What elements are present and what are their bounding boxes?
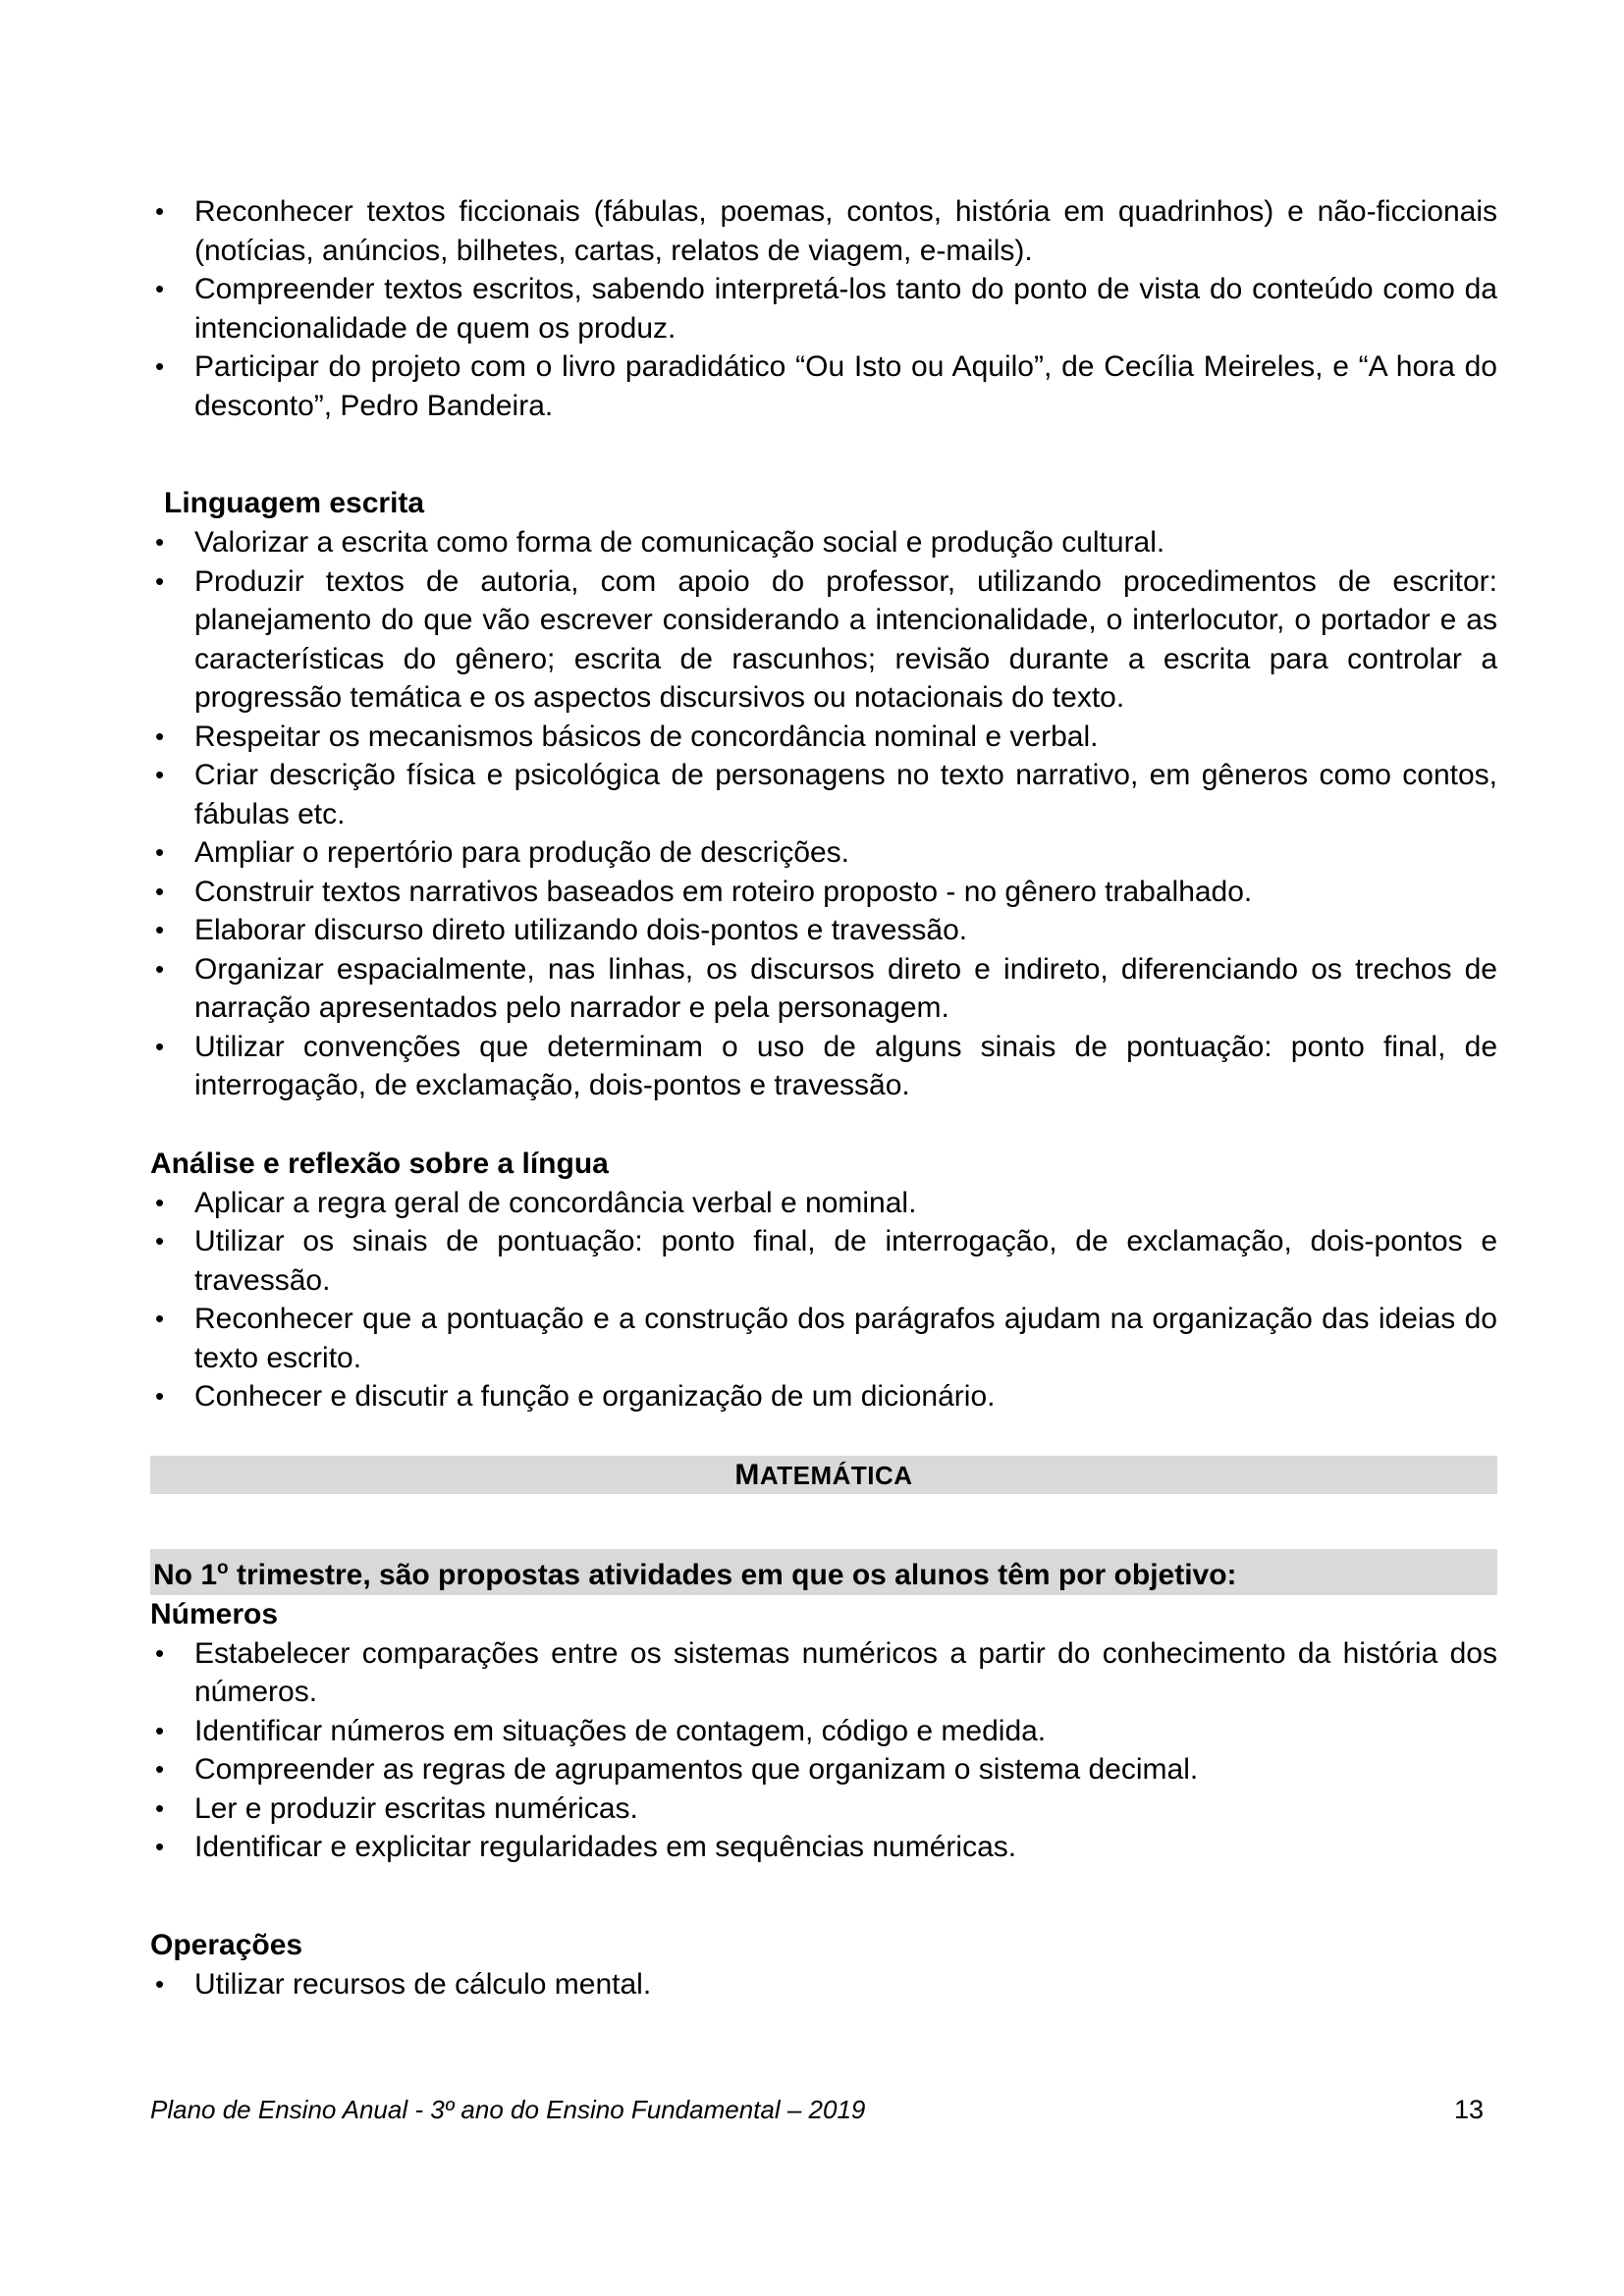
list-item — [150, 718, 1497, 757]
bullet-icon: • — [155, 1381, 165, 1411]
list-item-text: Compreender textos escritos, sabendo interpretá-los tanto do ponto de vista do conteúdo como da intencionalidade de quem os produz. — [194, 273, 1497, 345]
bullet-icon: • — [155, 1637, 165, 1668]
section-heading-operacoes: Operações — [150, 1928, 303, 1961]
list-item-text: Conhecer e discutir a função e organização de um dicionário. — [194, 1380, 996, 1413]
list-item — [150, 270, 1497, 347]
subject-title-initial: M — [734, 1458, 760, 1491]
bullet-icon: • — [155, 760, 165, 789]
list-item — [150, 1377, 1497, 1416]
list-item — [150, 1712, 1497, 1751]
list-item — [150, 950, 1497, 1028]
list-item — [150, 911, 1497, 950]
section-heading-linguagem-escrita: Linguagem escrita — [164, 487, 425, 519]
list-item-text: Elaborar discurso direto utilizando dois-pontos e travessão. — [194, 914, 968, 946]
bullet-icon: • — [155, 351, 165, 381]
linguagem-list — [150, 523, 1497, 1105]
list-item-text: Identificar números em situações de contagem, código e medida. — [194, 1714, 1047, 1747]
numeros-list — [150, 1634, 1497, 1867]
list-item — [150, 833, 1497, 873]
bullet-icon: • — [155, 837, 165, 867]
list-item-text: Aplicar a regra geral de concordância verbal e nominal. — [194, 1186, 917, 1219]
list-item-text: Ampliar o repertório para produção de descrições. — [194, 836, 850, 869]
bullet-icon: • — [155, 915, 165, 944]
bullet-icon: • — [155, 1031, 165, 1061]
objective-ordinal: o — [217, 1557, 229, 1578]
subject-title-bar — [150, 1456, 1497, 1494]
list-item — [150, 1789, 1497, 1829]
list-item — [150, 1028, 1497, 1105]
list-item-text: Identificar e explicitar regularidades em sequências numéricas. — [194, 1831, 1017, 1863]
list-item — [150, 1750, 1497, 1789]
footer-text: Plano de Ensino Anual - 3º ano do Ensino Fundamental – 2019 — [150, 2095, 866, 2124]
list-item — [150, 873, 1497, 912]
bullet-icon: • — [155, 274, 165, 303]
section-heading-analise: Análise e reflexão sobre a língua — [150, 1147, 609, 1180]
list-item-text: Reconhecer textos ficcionais (fábulas, poemas, contos, história em quadrinhos) e não-ficcionais (notícias, anúncios, bilhetes, cartas, relatos de viagem, e-mails). — [194, 195, 1497, 267]
bullet-icon: • — [155, 565, 165, 596]
bullet-icon: • — [155, 527, 165, 557]
list-item-text: Compreender as regras de agrupamentos que organizam o sistema decimal. — [194, 1753, 1199, 1786]
bullet-icon: • — [155, 1226, 165, 1255]
list-item-text: Ler e produzir escritas numéricas. — [194, 1791, 638, 1825]
bullet-icon: • — [155, 876, 165, 906]
page-content — [150, 192, 1497, 2003]
bullet-icon: • — [155, 1754, 165, 1784]
list-item — [150, 1222, 1497, 1300]
analise-list — [150, 1184, 1497, 1416]
bullet-icon: • — [155, 953, 165, 984]
page-footer — [150, 2095, 1484, 2125]
list-item-text: Criar descrição física e psicológica de personagens no texto narrativo, em gêneros como contos, fábulas etc. — [194, 759, 1497, 830]
list-item — [150, 347, 1497, 425]
list-item-text: Utilizar recursos de cálculo mental. — [194, 1967, 652, 2001]
bullet-icon: • — [155, 1832, 165, 1861]
list-item — [150, 562, 1497, 718]
list-item — [150, 192, 1497, 270]
intro-list — [150, 192, 1497, 425]
bullet-icon: • — [155, 1968, 165, 1999]
list-item — [150, 1828, 1497, 1867]
objective-bar — [150, 1549, 1497, 1595]
section-heading-numeros: Números — [150, 1597, 279, 1630]
bullet-icon: • — [155, 196, 165, 226]
list-item-text: Estabelecer comparações entre os sistemas numéricos a partir do conhecimento da história dos números. — [194, 1636, 1497, 1708]
page-number: 13 — [1453, 2095, 1484, 2124]
list-item-text: Respeitar os mecanismos básicos de concordância nominal e verbal. — [194, 720, 1099, 753]
list-item-text: Utilizar os sinais de pontuação: ponto final, de interrogação, de exclamação, dois-pontos e travessão. — [194, 1225, 1497, 1297]
bullet-icon: • — [155, 1792, 165, 1823]
list-item — [150, 756, 1497, 833]
list-item-text: Organizar espacialmente, nas linhas, os discursos direto e indireto, diferenciando os trechos de narração apresentados pelo narrador e pela personagem. — [194, 952, 1497, 1024]
bullet-icon: • — [155, 1304, 165, 1333]
list-item-text: Valorizar a escrita como forma de comunicação social e produção cultural. — [194, 526, 1165, 559]
bullet-icon: • — [155, 1715, 165, 1745]
objective-text-end: trimestre, são propostas atividades em que os alunos têm por objetivo: — [228, 1558, 1237, 1591]
operacoes-list — [150, 1965, 1497, 2004]
list-item — [150, 1965, 1497, 2004]
subject-title-rest: ATEMÁTICA — [759, 1460, 913, 1490]
list-item — [150, 523, 1497, 562]
list-item — [150, 1300, 1497, 1377]
list-item-text: Utilizar convenções que determinam o uso de alguns sinais de pontuação: ponto final, de interrogação, de exclamação, dois-pontos e travessão. — [194, 1030, 1497, 1101]
bullet-icon: • — [155, 721, 165, 751]
list-item-text: Reconhecer que a pontuação e a construção dos parágrafos ajudam na organização das ideias do texto escrito. — [194, 1303, 1497, 1374]
objective-text-start: No 1 — [153, 1558, 218, 1591]
list-item-text: Produzir textos de autoria, com apoio do professor, utilizando procedimentos de escritor: planejamento do que vão escrever considerando a intencionalidade, o interlocutor, o portador e as características do gênero; escrita de rascunhos; revisão durante a escrita para controlar a progressão temática e os aspectos discursivos ou notacionais do texto. — [194, 564, 1497, 714]
list-item — [150, 1634, 1497, 1712]
bullet-icon: • — [155, 1187, 165, 1217]
list-item-text: Construir textos narrativos baseados em roteiro proposto - no gênero trabalhado. — [194, 875, 1253, 908]
list-item — [150, 1184, 1497, 1223]
list-item-text: Participar do projeto com o livro paradidático “Ou Isto ou Aquilo”, de Cecília Meireles, e “A hora do desconto”, Pedro Bandeira. — [194, 350, 1497, 422]
